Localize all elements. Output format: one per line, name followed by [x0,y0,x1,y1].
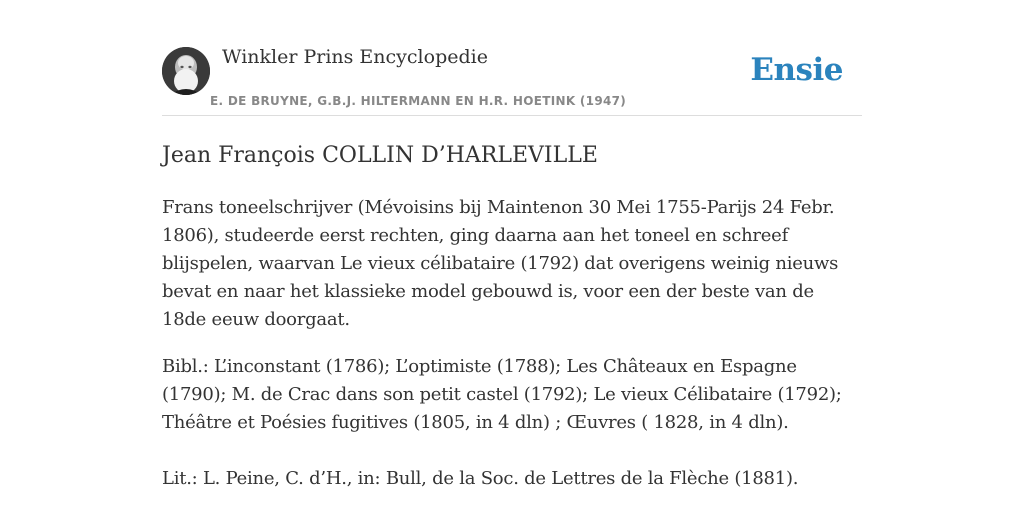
article-paragraph: Frans toneelschrijver (Mévoisins bij Maintenon 30 Mei 1755-Parijs 24 Febr. 1806), studeerde eerst rechten, ging daarna aan het toneel en schreef blijspelen, waarvan Le vieux célibataire (1792) dat overigens weinig nieuws bevat en naar het klassieke model gebouwd is, voor een der beste van de 18de eeuw doorgaat. [162,197,839,330]
article-title: Jean François COLLIN D’HARLEVILLE [162,143,598,168]
source-header [162,0,862,116]
portrait-image [162,47,210,95]
article-page [162,0,862,493]
bibliography-paragraph: Bibl.: L’inconstant (1786); L’optimiste (1788); Les Châteaux en Espagne (1790); M. de Crac dans son petit castel (1792); Le vieux Célibataire (1792); Théâtre et Poésies fugitives (1805, in 4 dln) ; Œuvres ( 1828, in 4 dln). [162,356,842,433]
brand-logo[interactable]: Ensie [750,52,843,88]
literature-paragraph: Lit.: L. Peine, C. d’H., in: Bull, de la Soc. de Lettres de la Flèche (1881). [162,468,799,489]
source-title[interactable]: Winkler Prins Encyclopedie [222,46,488,68]
source-authors: E. DE BRUYNE, G.B.J. HILTERMANN EN H.R. HOETINK (1947) [210,94,627,108]
author-avatar[interactable] [162,47,210,95]
